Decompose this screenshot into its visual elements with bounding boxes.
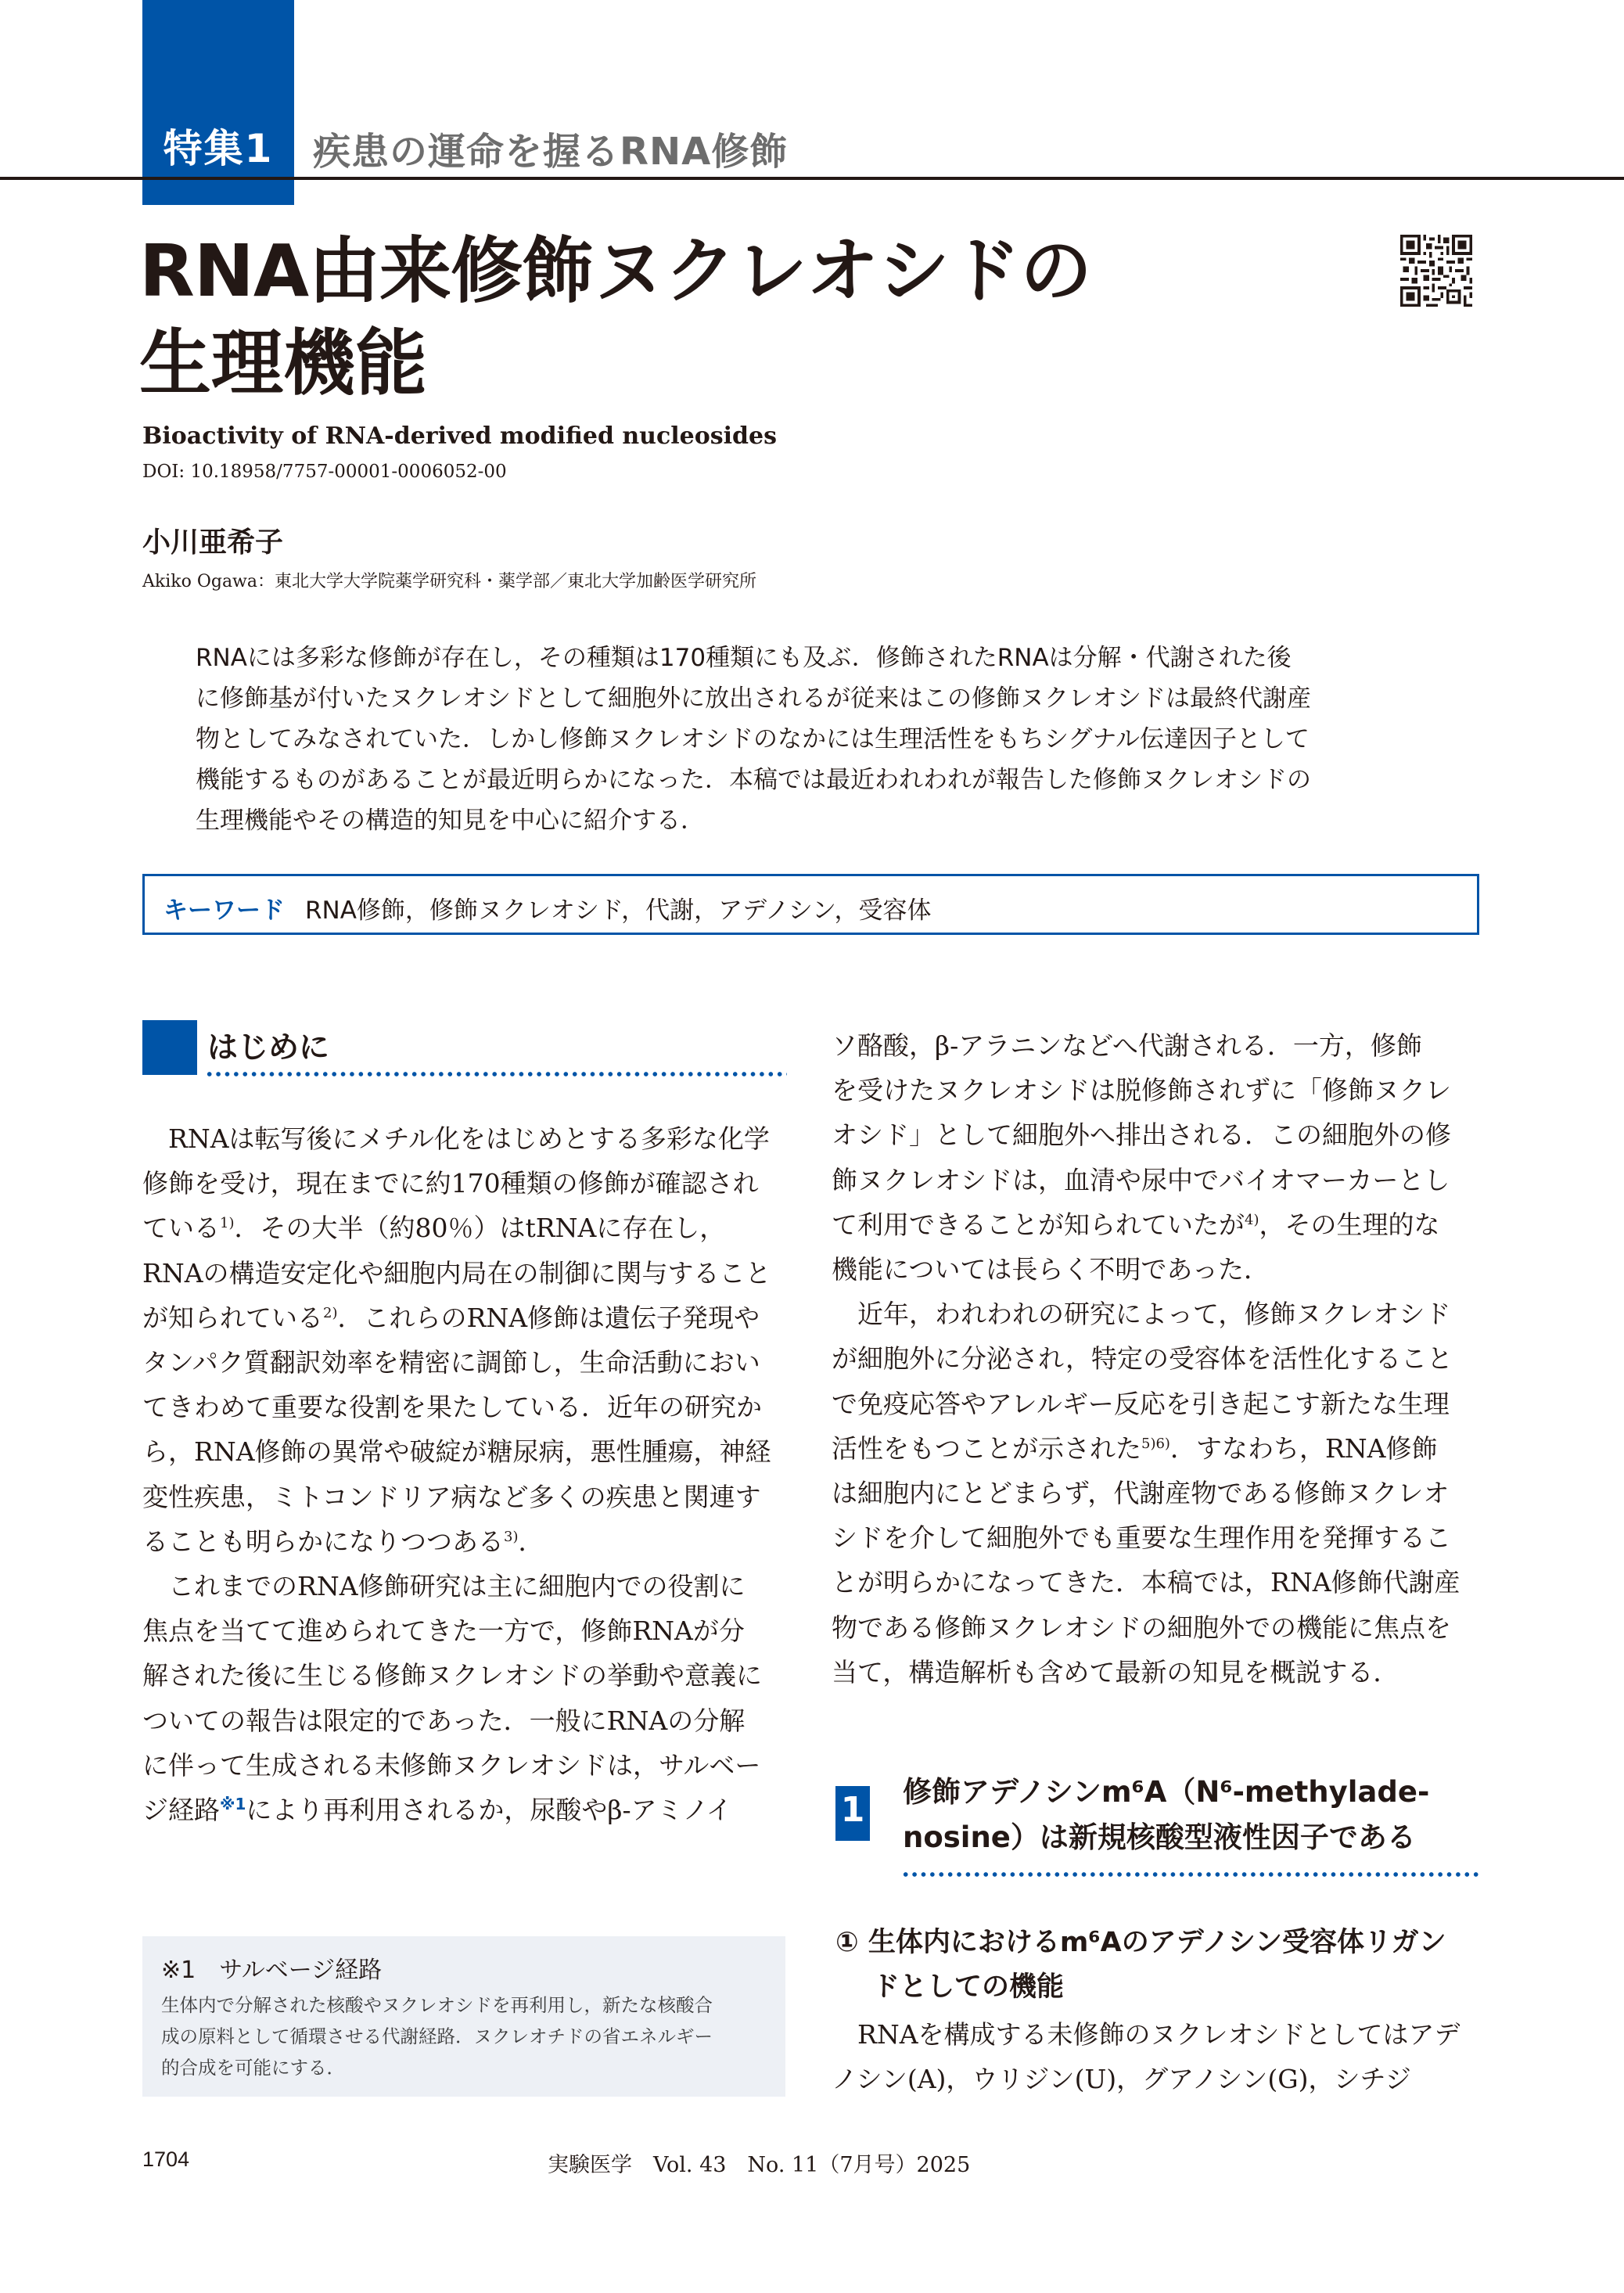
journal-citation: 実験医学 Vol. 43 No. 11（7月号）2025 <box>548 2153 971 2177</box>
subsection-heading <box>835 1921 1446 2010</box>
body-line <box>832 1471 1482 1515</box>
section-heading-line: 修飾アデノシンm⁶A（N⁶-methylade- <box>903 1775 1430 1809</box>
body-text: を受けたヌクレオシドは脱修飾されずに「修飾ヌクレ <box>832 1075 1451 1106</box>
body-line <box>832 1023 1482 1068</box>
doi-link[interactable]: DOI: 10.18958/7757-00001-0006052-00 <box>142 462 507 482</box>
body-line <box>142 1788 788 1832</box>
qr-code-icon[interactable] <box>1400 235 1472 307</box>
body-column-right <box>832 1023 1482 1695</box>
body-line <box>142 1206 788 1250</box>
article-title-line-2: 生理機能 <box>139 322 428 405</box>
body-text: シドを介して細胞外でも重要な生理作用を発揮するこ <box>832 1522 1451 1554</box>
body-text: ノシン(A)，ウリジン(U)，グアノシン(G)，シチジ <box>832 2064 1411 2095</box>
body-line <box>832 1068 1482 1112</box>
dotted-divider <box>901 1872 1482 1877</box>
abstract-line: 生理機能やその構造的知見を中心に紹介する． <box>196 807 705 835</box>
abstract-line: 物としてみなされていた．しかし修飾ヌクレオシドのなかには生理活性をもちシグナル伝達因子として <box>196 725 1310 753</box>
body-text: 修飾を受け，現在までに約170種類の修飾が確認され <box>142 1168 759 1199</box>
body-text: 解された後に生じる修飾ヌクレオシドの挙動や意義に <box>142 1660 762 1691</box>
body-text: 近年，われわれの研究によって，修飾ヌクレオシド <box>857 1299 1451 1330</box>
body-line <box>142 1475 788 1519</box>
english-title: Bioactivity of RNA-derived modified nucleosides <box>142 422 777 450</box>
footnote-line: 生体内で分解された核酸やヌクレオシドを再利用し，新たな核酸合 <box>161 1994 713 2016</box>
section-heading-intro: はじめに <box>207 1030 330 1066</box>
section-marker-icon <box>142 1020 197 1075</box>
body-line <box>142 1743 788 1788</box>
body-line <box>142 1251 788 1296</box>
body-line <box>142 1296 788 1340</box>
body-text: ソ酪酸，β-アラニンなどへ代謝される．一方，修飾 <box>832 1030 1422 1061</box>
body-line <box>142 1653 788 1698</box>
body-line <box>142 1429 788 1474</box>
header-rule <box>0 177 1624 180</box>
body-text: が細胞外に分泌され，特定の受容体を活性化すること <box>832 1343 1453 1375</box>
body-text: 当て，構造解析も含めて最新の知見を概説する． <box>832 1656 1399 1687</box>
subsection-heading-line: ① 生体内におけるm⁶Aのアデノシン受容体リガン <box>835 1927 1446 1958</box>
body-line <box>142 1564 788 1608</box>
reference-marker[interactable]: 2) <box>323 1304 338 1321</box>
body-text: 機能については長らく不明であった． <box>832 1254 1270 1285</box>
body-text: ジ経路 <box>142 1795 220 1826</box>
body-text: ，その生理的な <box>1259 1209 1440 1240</box>
author-name: 小川亜希子 <box>142 527 284 559</box>
subsection-heading-line: ドとしての機能 <box>872 1971 1065 2003</box>
body-text: は細胞内にとどまらず，代謝産物である修飾ヌクレオ <box>832 1478 1450 1509</box>
section-number: 1 <box>840 1790 865 1830</box>
section-heading-line: nosine）は新規核酸型液性因子である <box>903 1820 1416 1854</box>
abstract-line: 機能するものがあることが最近明らかになった．本稿では最近われわれが報告した修飾ヌクレオシドの <box>196 766 1311 794</box>
body-line <box>142 1161 788 1206</box>
body-line <box>832 1650 1482 1695</box>
body-line <box>832 1247 1482 1292</box>
body-text: 飾ヌクレオシドは，血清や尿中でバイオマーカーとし <box>832 1164 1450 1195</box>
body-line <box>832 1515 1482 1560</box>
body-text: 焦点を当てて進められてきた一方で，修飾RNAが分 <box>142 1616 745 1647</box>
body-line <box>832 1605 1482 1650</box>
keywords-label: キーワード <box>163 897 285 925</box>
body-column-left <box>142 1116 788 1832</box>
section-1-body <box>832 2012 1482 2101</box>
body-text: に伴って生成される未修飾ヌクレオシドは，サルベー <box>142 1749 761 1781</box>
body-line <box>142 1698 788 1743</box>
body-text: てきわめて重要な役割を果たしている．近年の研究か <box>142 1392 762 1423</box>
body-line <box>142 1519 788 1564</box>
body-line <box>832 1336 1482 1381</box>
body-text: タンパク質翻訳効率を精密に調節し，生命活動におい <box>142 1347 760 1378</box>
body-text: で免疫応答やアレルギー反応を引き起こす新たな生理 <box>832 1388 1450 1419</box>
article-title-line-1: RNA由来修飾ヌクレオシドの <box>139 229 1092 313</box>
footnote-line: 成の原料として循環させる代謝経路．ヌクレオチドの省エネルギー <box>161 2025 713 2047</box>
body-line <box>832 2012 1482 2057</box>
abstract-line: に修飾基が付いたヌクレオシドとして細胞外に放出されるが従来はこの修飾ヌクレオシドは最終代謝産 <box>196 685 1311 713</box>
abstract <box>196 638 1439 841</box>
body-line <box>832 1292 1482 1336</box>
body-text: ． <box>518 1526 544 1557</box>
body-text: て利用できることが知られていたが <box>832 1209 1245 1240</box>
dotted-divider <box>205 1072 787 1076</box>
keywords-list: RNA修飾，修飾ヌクレオシド，代謝，アデノシン，受容体 <box>305 897 932 925</box>
reference-marker[interactable]: 4) <box>1245 1211 1259 1228</box>
body-line <box>832 1112 1482 1157</box>
body-line <box>142 1385 788 1429</box>
body-line <box>832 1426 1482 1471</box>
series-title: 疾患の運命を握るRNA修飾 <box>313 130 789 174</box>
body-line <box>832 2057 1482 2101</box>
body-line <box>832 1158 1482 1202</box>
body-text: オシド」として細胞外へ排出される．この細胞外の修 <box>832 1120 1451 1151</box>
body-text: 活性をもつことが示された <box>832 1432 1141 1464</box>
body-text: RNAを構成する未修飾のヌクレオシドとしてはアデ <box>857 2019 1461 2050</box>
keywords-box <box>142 874 1479 935</box>
footnote-marker[interactable]: ※1 <box>220 1795 246 1814</box>
abstract-line: RNAには多彩な修飾が存在し，その種類は170種類にも及ぶ．修飾されたRNAは分解・代謝された後 <box>196 644 1292 672</box>
body-text: RNAは転写後にメチル化をはじめとする多彩な化学 <box>168 1123 770 1154</box>
body-text: これまでのRNA修飾研究は主に細胞内での役割に <box>168 1571 746 1602</box>
body-text: 変性疾患，ミトコンドリア病など多くの疾患と関連す <box>142 1481 761 1512</box>
page-number: 1704 <box>142 2147 190 2171</box>
body-text: により再利用されるか，尿酸やβ-アミノイ <box>246 1795 732 1826</box>
body-text: ついての報告は限定的であった．一般にRNAの分解 <box>142 1705 746 1736</box>
body-text: ら，RNA修飾の異常や破綻が糖尿病，悪性腫瘍，神経 <box>142 1436 771 1468</box>
body-text: ることも明らかになりつつある <box>142 1526 504 1557</box>
reference-marker[interactable]: 5)6) <box>1141 1435 1170 1452</box>
reference-marker[interactable]: 1) <box>220 1215 235 1232</box>
body-text: ．すなわち，RNA修飾 <box>1169 1432 1438 1464</box>
body-line <box>142 1608 788 1653</box>
body-line <box>832 1560 1482 1605</box>
body-text: ．これらのRNA修飾は遺伝子発現や <box>337 1302 760 1333</box>
body-text: RNAの構造安定化や細胞内局在の制御に関与すること <box>142 1257 771 1288</box>
body-text: ．その大半（約80％）はtRNAに存在し， <box>234 1213 726 1244</box>
feature-tab <box>142 0 294 205</box>
author-affiliation: Akiko Ogawa：東北大学大学院薬学研究科・薬学部／東北大学加齢医学研究所 <box>142 572 757 591</box>
footnote-box <box>142 1936 785 2097</box>
footnote-title: ※1 サルベージ経路 <box>161 1957 383 1984</box>
feature-label: 特集1 <box>163 126 274 171</box>
footnote-line: 的合成を可能にする． <box>161 2057 345 2079</box>
body-line <box>142 1116 788 1161</box>
body-text: とが明らかになってきた．本稿では，RNA修飾代謝産 <box>832 1567 1461 1598</box>
footnote-body <box>161 1989 771 2083</box>
body-text: が知られている <box>142 1302 323 1333</box>
body-line <box>832 1382 1482 1426</box>
body-line <box>832 1202 1482 1247</box>
body-text: 物である修飾ヌクレオシドの細胞外での機能に焦点を <box>832 1612 1451 1643</box>
body-text: ている <box>142 1213 220 1244</box>
reference-marker[interactable]: 3) <box>504 1528 519 1545</box>
body-line <box>142 1340 788 1385</box>
section-heading-1 <box>903 1770 1497 1860</box>
